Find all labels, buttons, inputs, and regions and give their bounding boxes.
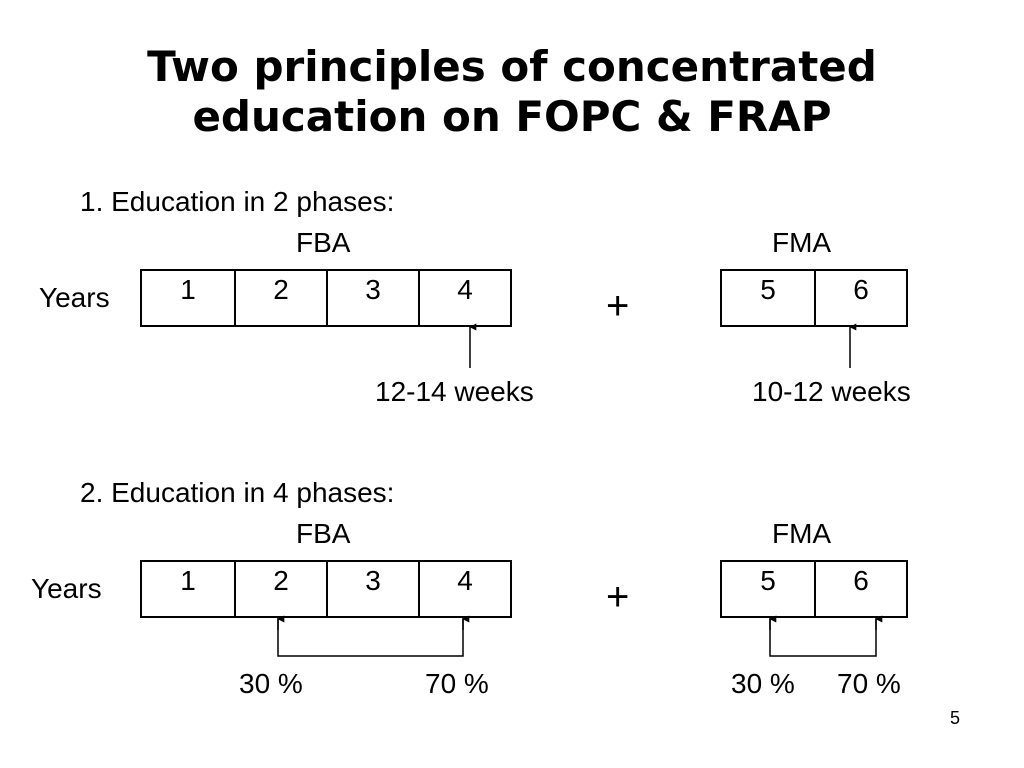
section-2-heading: 2. Education in 4 phases: xyxy=(80,477,395,508)
section-2-fba-split-first: 30 % xyxy=(239,668,303,699)
bracket-arrow-icon xyxy=(770,618,876,656)
section-1-fma-duration: 10-12 weeks xyxy=(752,376,911,407)
year-box xyxy=(814,562,906,616)
year-box xyxy=(814,271,906,325)
section-1-fba-duration: 12-14 weeks xyxy=(375,376,534,407)
year-box xyxy=(234,271,326,325)
year-number: 6 xyxy=(853,565,869,596)
year-box xyxy=(142,562,234,616)
year-number: 5 xyxy=(760,565,776,596)
section-1-heading: 1. Education in 2 phases: xyxy=(80,186,395,217)
year-box xyxy=(142,271,234,325)
year-number: 2 xyxy=(273,274,289,305)
section-2-plus-sign: + xyxy=(606,575,630,619)
year-box xyxy=(234,562,326,616)
section-2-fba-label: FBA xyxy=(296,518,351,549)
page-number: 5 xyxy=(950,708,961,728)
section-1-years-label: Years xyxy=(39,282,110,313)
section-2-fba-split-second: 70 % xyxy=(425,668,489,699)
year-box xyxy=(326,271,418,325)
section-2-fma-split-first: 30 % xyxy=(731,668,795,699)
year-number: 3 xyxy=(365,274,381,305)
section-1-fma-label: FMA xyxy=(772,227,832,258)
section-1-fma-year-boxes xyxy=(720,269,908,327)
year-box xyxy=(722,562,814,616)
year-box xyxy=(722,271,814,325)
section-1-fba-label: FBA xyxy=(296,227,351,258)
slide-title-line-1: Two principles of concentrated xyxy=(147,42,877,91)
section-1-fba-year-boxes xyxy=(140,269,512,327)
year-number: 4 xyxy=(457,274,473,305)
year-number: 3 xyxy=(365,565,381,596)
section-2-fba-year-boxes xyxy=(140,560,512,618)
section-2-fma-split-second: 70 % xyxy=(837,668,901,699)
year-box xyxy=(326,562,418,616)
year-box xyxy=(418,562,510,616)
bracket-arrow-icon xyxy=(278,618,463,656)
slide-title-line-2: education on FOPC & FRAP xyxy=(192,92,832,141)
year-number: 1 xyxy=(180,274,196,305)
year-number: 5 xyxy=(760,274,776,305)
section-2-fma-label: FMA xyxy=(772,518,832,549)
year-number: 4 xyxy=(457,565,473,596)
slide-title xyxy=(0,42,1024,142)
year-number: 2 xyxy=(273,565,289,596)
year-number: 6 xyxy=(853,274,869,305)
year-box xyxy=(418,271,510,325)
section-1-plus-sign: + xyxy=(606,284,630,328)
year-number: 1 xyxy=(180,565,196,596)
section-2-fma-year-boxes xyxy=(720,560,908,618)
section-2-years-label: Years xyxy=(31,573,102,604)
